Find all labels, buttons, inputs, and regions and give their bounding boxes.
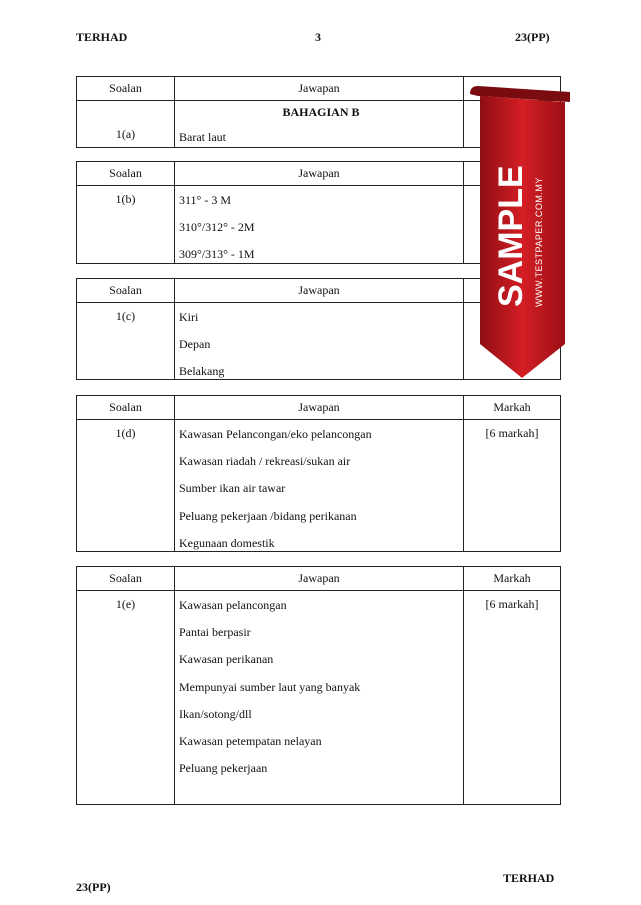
page-number: 3: [315, 30, 321, 44]
answer-line: Kiri: [179, 310, 199, 324]
sample-ribbon-watermark: [470, 82, 570, 382]
answer-line: 311° - 3 M: [179, 193, 232, 207]
answer-line: Depan: [179, 337, 211, 352]
col-markah: Markah: [493, 571, 531, 585]
question-number: 1(a): [77, 101, 175, 148]
answer-line: Kegunaan domestik: [179, 535, 275, 550]
question-number: 1(c): [77, 303, 175, 380]
answer-line: Mempunyai sumber laut yang banyak: [179, 679, 361, 694]
question-table-1e: [76, 566, 561, 805]
marks-cell: [6 markah]: [485, 597, 539, 611]
answer-cell: [175, 186, 464, 264]
question-number: 1(d): [77, 420, 175, 552]
answer-line: 310°/312° - 2M: [179, 220, 255, 235]
col-jawapan: Jawapan: [175, 567, 464, 590]
watermark-url-text: WWW.TESTPAPER.COM.MY: [534, 177, 544, 307]
answer-line: Ikan/sotong/dll: [179, 706, 252, 721]
answer-line: 309°/313° - 1M: [179, 247, 255, 262]
answer-line: Kawasan pelancongan: [179, 598, 287, 612]
answer-cell: [175, 420, 464, 552]
answer-line: Belakang: [179, 364, 225, 379]
col-soalan: Soalan: [77, 77, 175, 100]
col-soalan: Soalan: [77, 162, 175, 185]
footer-left: 23(PP): [76, 880, 111, 894]
section-title: BAHAGIAN B: [282, 105, 360, 119]
header-right: 23(PP): [515, 30, 550, 44]
question-number: 1(e): [77, 591, 175, 805]
footer-right: TERHAD: [503, 871, 555, 885]
answer-cell: [175, 591, 464, 805]
question-number: 1(b): [77, 186, 175, 264]
marks-cell: [6 markah]: [485, 426, 539, 440]
answer-line: Kawasan riadah / rekreasi/sukan air: [179, 454, 351, 469]
answer-line: Kawasan perikanan: [179, 652, 274, 667]
answer-line: Sumber ikan air tawar: [179, 481, 286, 496]
watermark-sample-text: SAMPLE: [492, 165, 530, 307]
col-soalan: Soalan: [77, 396, 175, 419]
answer-cell: [175, 101, 464, 148]
col-jawapan: Jawapan: [175, 77, 464, 100]
answer-line: Kawasan petempatan nelayan: [179, 733, 322, 748]
answer-line: Peluang pekerjaan: [179, 761, 268, 776]
col-jawapan: Jawapan: [175, 162, 464, 185]
answer-line: Peluang pekerjaan /bidang perikanan: [179, 508, 357, 523]
col-markah: Markah: [493, 400, 531, 414]
question-table-1d: [76, 395, 561, 552]
answer-line: Barat laut: [179, 130, 226, 144]
answer-cell: [175, 303, 464, 380]
answer-line: Kawasan Pelancongan/eko pelancongan: [179, 427, 372, 441]
answer-line: Pantai berpasir: [179, 625, 251, 640]
col-jawapan: Jawapan: [175, 279, 464, 302]
header-left: TERHAD: [76, 30, 128, 44]
col-soalan: Soalan: [77, 279, 175, 302]
col-soalan: Soalan: [77, 567, 175, 590]
col-jawapan: Jawapan: [175, 396, 464, 419]
